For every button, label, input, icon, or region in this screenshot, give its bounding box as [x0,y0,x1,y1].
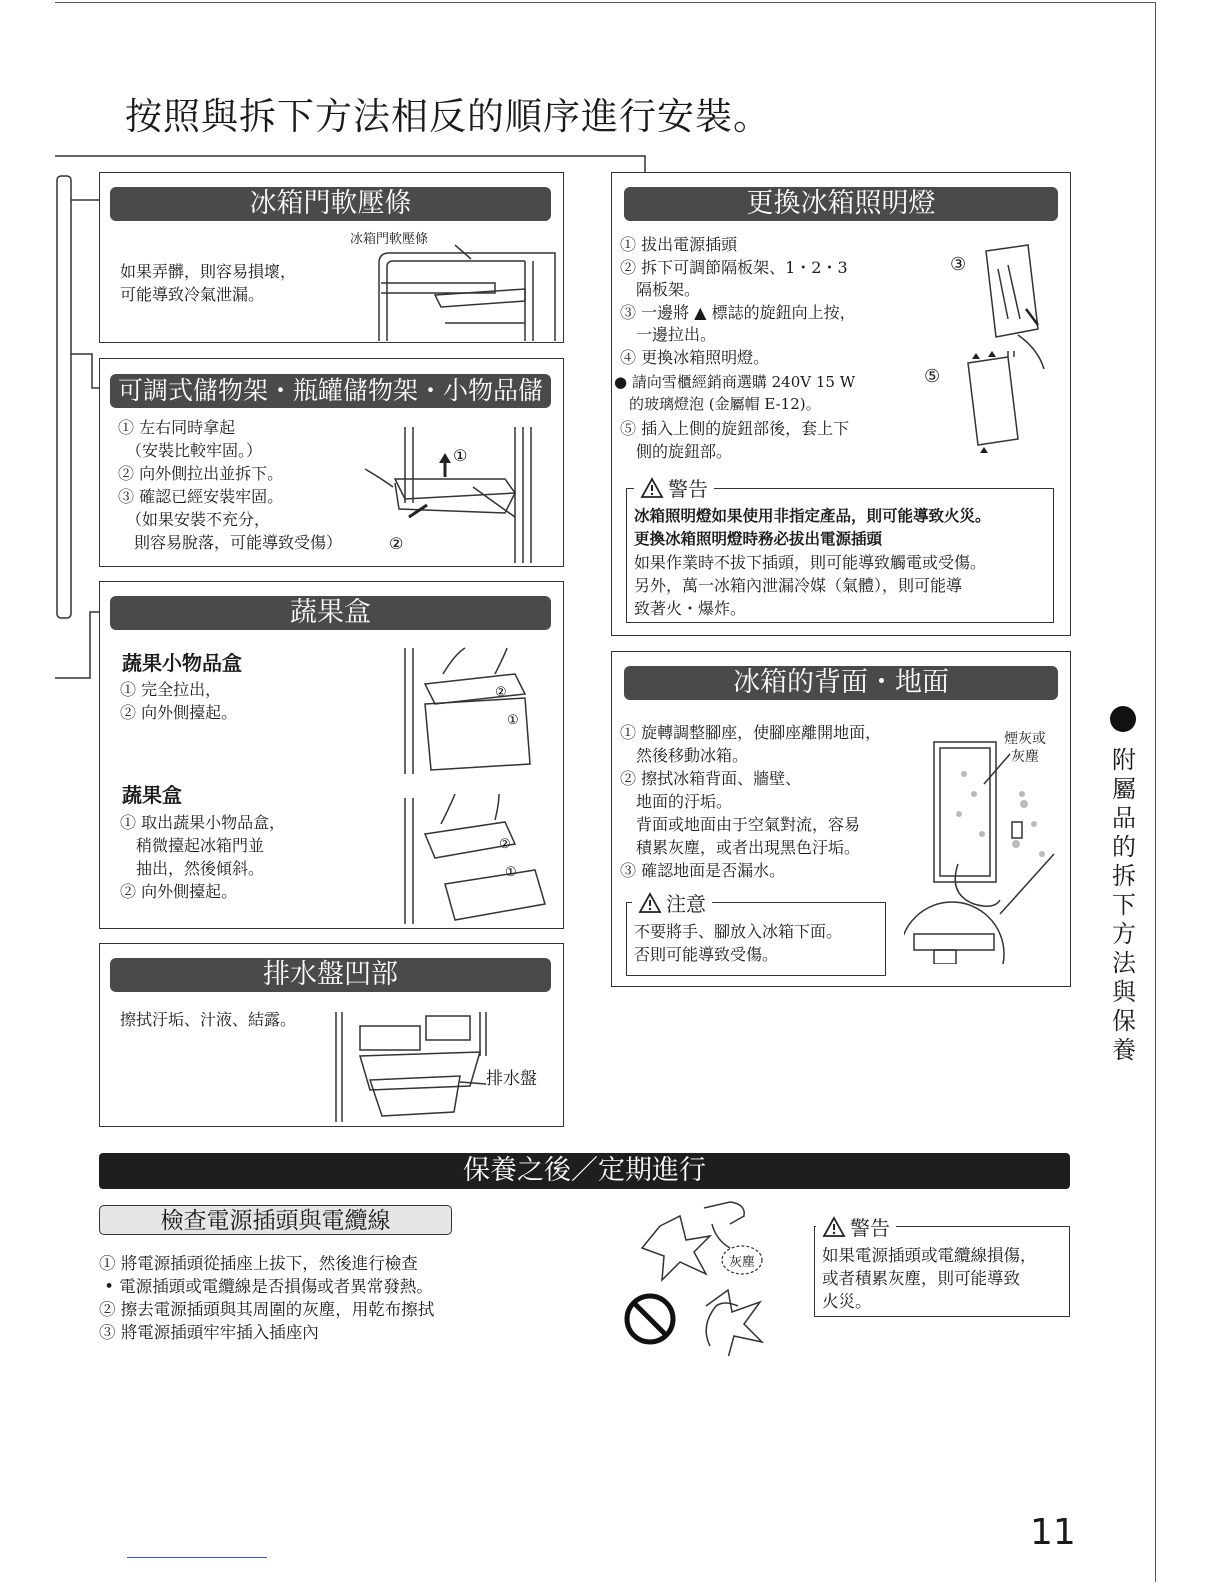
side-tab-bullet [1110,706,1136,732]
door-gasket-illustration [375,241,560,341]
plug-dust-label: 灰塵 [729,1255,756,1270]
back-text: ① 旋轉調整腳座，使腳座離開地面， 然後移動冰箱。 ② 擦拭冰箱背面、牆壁、 地面的汙垢。 背面或地面由于空氣對流，容易 積累灰塵，或者出現黑色汙垢。 ③ 確認地面是否漏水。 [620,723,882,880]
lamp-warning-bold-2: 更換冰箱照明燈時務必拔出電源插頭 [634,530,883,548]
side-tab-char: 保 [1112,1007,1136,1035]
drain-illustration [330,1006,490,1122]
top-border [55,2,1156,3]
side-tab-char: 下 [1112,891,1136,919]
back-caution-label: 注意 [666,892,706,916]
small-box-illustration [395,644,560,774]
caution-triangle-icon [638,892,662,914]
lamp-steps: ① 拔出電源插頭 ② 拆下可調節隔板架、1・2・3 隔板架。 ③ 一邊將 ▲ 標誌的旋鈕向上按， 一邊拉出。 ④ 更換冰箱照明燈。 [620,235,856,367]
lamp-title: 更換冰箱照明燈 [624,187,1058,221]
lamp-warning-text: 如果作業時不拔下插頭，則可能導致觸電或受傷。 另外，萬一冰箱內泄漏冷媒（氣體），則可能導 致著火・爆炸。 [634,553,987,618]
side-tab-char: 方 [1112,920,1136,948]
side-tab-char: 的 [1112,833,1136,861]
maintenance-warning-text: 如果電源插頭或電纜線損傷， 或者積累灰塵，則可能導致 火災。 [822,1246,1037,1311]
drain-title: 排水盤凹部 [110,958,551,992]
door-gasket-callout: 冰箱門軟壓條 [350,232,429,247]
side-tab-char: 品 [1112,804,1136,832]
shelves-title: 可調式儲物架・瓶罐儲物架・小物品儲物架 [110,374,551,408]
page-heading: 按照與拆下方法相反的順序進行安裝。 [125,95,771,138]
svg-text:②: ② [495,685,507,700]
lamp-step5: ⑤ 插入上側的旋鈕部後，套上下 側的旋鈕部。 [620,419,850,461]
vegetable-small-text: ① 完全拉出， ② 向外側擡起。 [120,680,238,722]
lamp-warning-title [634,473,714,502]
drain-text: 擦拭汙垢、汁液、結露。 [120,1010,297,1029]
shelves-section [99,358,564,567]
lamp-warning-bold-1: 冰箱照明燈如果使用非指定產品，則可能導致火災。 [634,507,991,525]
side-tab-char: 拆 [1112,862,1136,890]
right-border [1155,2,1156,1582]
door-gasket-section [99,172,564,343]
side-tab-char: 附 [1112,746,1136,774]
door-gasket-text: 如果弄髒，則容易損壞， 可能導致冷氣泄漏。 [120,262,297,304]
vegetable-box-title: 蔬果盒 [122,783,182,807]
plug-illustration [620,1196,780,1356]
maintenance-text: ① 將電源插頭從插座上拔下，然後進行檢查 • 電源插頭或電纜線是否損傷或者異常發熱。 ② 擦去電源插頭與其周圍的灰塵，用乾布擦拭 ③ 將電源插頭牢牢插入插座內 [99,1254,435,1342]
drain-callout: 排水盤 [486,1069,537,1089]
svg-text:②: ② [389,534,404,553]
footer-rule [127,1557,267,1558]
maintenance-subtitle: 檢查電源插頭與電纜線 [99,1205,452,1235]
vegetable-small-title: 蔬果小物品盒 [122,651,242,675]
side-tab-char: 養 [1112,1036,1136,1064]
warning-triangle-icon [822,1216,846,1238]
lamp-label-5: ⑤ [924,366,941,387]
shelves-illustration [365,423,560,563]
svg-text:①: ① [505,865,517,880]
svg-text:①: ① [507,713,519,728]
lamp-note: ● 請向雪櫃經銷商選購 240V 15 W 的玻璃燈泡 (金屬帽 E-12)。 [614,373,856,413]
maintenance-warning-label: 警告 [850,1216,890,1240]
side-tab-char: 法 [1112,949,1136,977]
vegetable-section [99,581,564,929]
back-title: 冰箱的背面・地面 [624,666,1058,700]
side-tab [1110,746,1138,1065]
door-gasket-title: 冰箱門軟壓條 [110,187,551,221]
maintenance-title: 保養之後／定期進行 [99,1153,1070,1189]
vegetable-title: 蔬果盒 [110,596,551,630]
lamp-section [611,172,1071,636]
warning-triangle-icon [640,477,664,499]
back-illustration [904,734,1064,964]
vegetable-box-illustration [395,794,560,924]
lamp-illustration [948,239,1068,459]
back-caution-text: 不要將手、腳放入冰箱下面。 否則可能導致受傷。 [634,922,843,964]
page-number: 11 [1030,1512,1076,1553]
side-tab-char: 與 [1112,978,1136,1006]
drain-section [99,943,564,1127]
shelves-text: ① 左右同時拿起 （安裝比較牢固。） ② 向外側拉出並拆下。 ③ 確認已經安裝牢固。 （如果安裝不充分， 則容易脫落，可能導致受傷） [118,418,343,552]
back-callout: 煙灰或 灰塵 [1004,731,1046,765]
back-caution-title [632,888,712,917]
svg-text:①: ① [453,446,468,465]
side-tab-char: 屬 [1112,775,1136,803]
lamp-label-3: ③ [950,254,967,275]
vegetable-box-text: ① 取出蔬果小物品盒， 稍微擡起冰箱門並 抽出，然後傾斜。 ② 向外側擡起。 [120,813,286,901]
lamp-warning-label: 警告 [668,477,708,501]
back-section [611,651,1071,987]
maintenance-warning-title [816,1212,896,1241]
svg-text:②: ② [499,837,511,852]
